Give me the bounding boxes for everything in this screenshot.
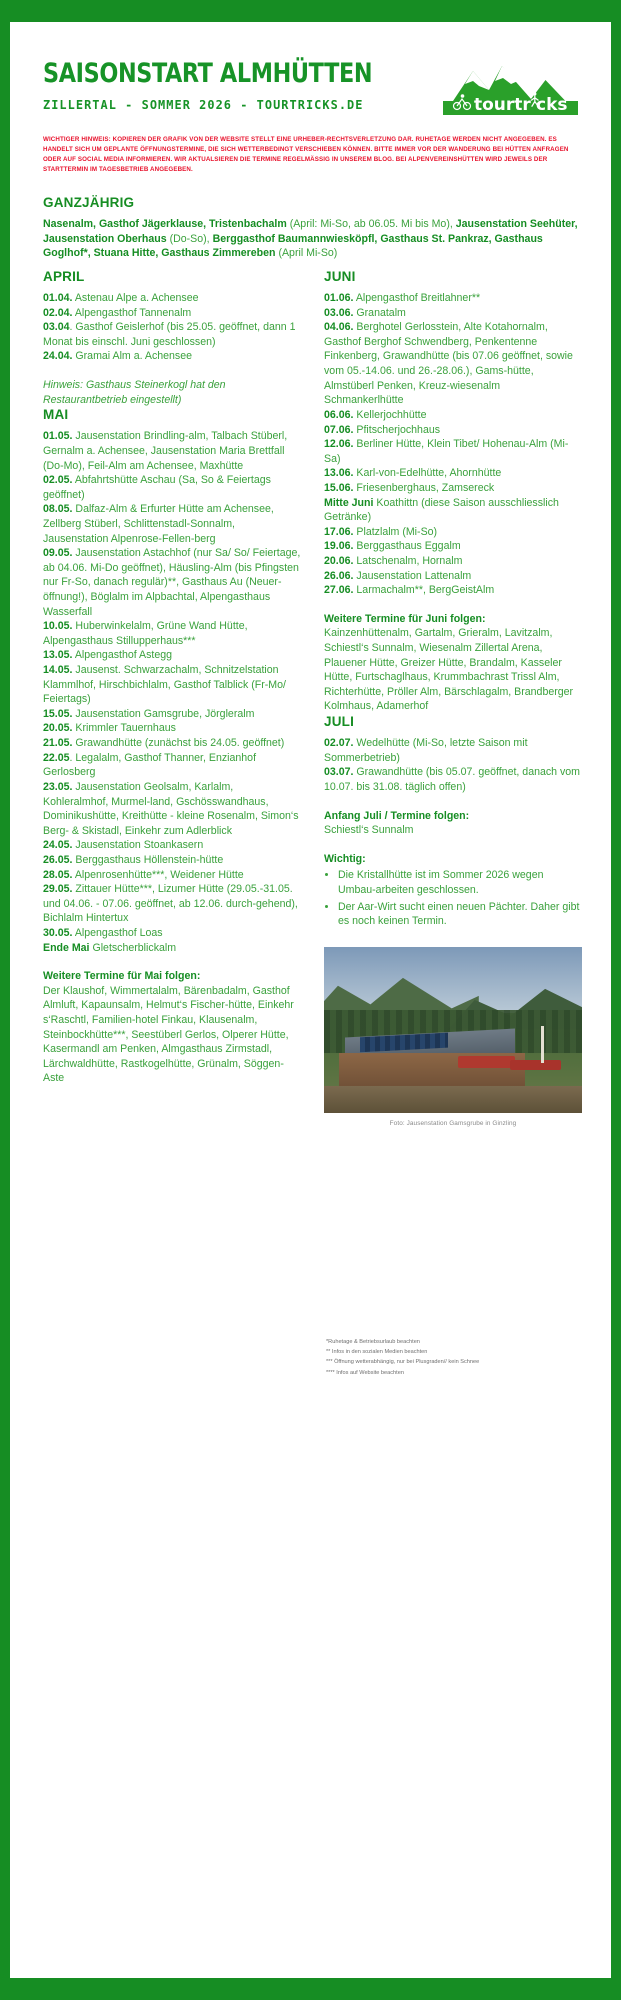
april-entries: 01.04. Astenau Alpe a. Achensee 02.04. Alpengasthof Tannenalm 03.04. Gasthof Geislerhof (bis 25.05. geöffnet, dann 1 Monat bis einschl. Juni geschlossen) 24.04. Gramai Alm a. Achensee (43, 292, 296, 363)
photo-umbrella-1 (458, 1056, 515, 1068)
page-title: SAISONSTART ALMHÜTTEN (43, 58, 373, 89)
photo-umbrella-2 (510, 1060, 562, 1070)
juli-wichtig-heading: Wichtig: (324, 852, 366, 865)
footnote-line: *** Öffnung wetterabhängig, nur bei Plusgraden// kein Schnee (326, 1359, 480, 1366)
section-heading-mai: MAI (43, 407, 69, 423)
juli-entries: 02.07. Wedelhütte (Mi-So, letzte Saison mit Sommerbetrieb) 03.07. Grawandhütte (bis 05.07. geöffnet, danach vom 10.07. bis 31.08. täglich offen) (324, 737, 581, 793)
juni-entries: 01.06. Alpengasthof Breitlahner** 03.06. Granatalm 04.06. Berghotel Gerlosstein, Alte Kotahornalm, Gasthof Berghof Schwendberg, Penkentenne Finkenberg, Grawandhütte (bis 07.06 geöffnet, sowie vom 05.-14.06. und 26.-28.06.), Gams-hütte, Almstüberl Penken, Kreuz-wiesenalm Schmankerlhütte 06.06. Kellerjochhütte 07.06. Pfitscherjochhaus 12.06. Berliner Hütte, Klein Tibet/ Hohenau-Alm (Mi-Sa) 13.06. Karl-von-Edelhütte, Ahornhütte 15.06. Friesenberghaus, Zamsereck Mitte Juni Koathittn (diese Saison ausschliesslich Getränke) 17.06. Platzlalm (Mi-So) 19.06. Berggasthaus Eggalm 20.06. Latschenalm, Hornalm 26.06. Jausenstation Lattenalm 27.06. Larmachalm**, BergGeistAlm (324, 292, 573, 597)
poster-content (10, 22, 611, 1978)
juli-anfang-text: Schiestl‘s Sunnalm (324, 824, 414, 837)
section-heading-juli: JULI (324, 714, 355, 730)
photo-block (324, 947, 582, 1127)
months-columns (43, 269, 581, 1378)
juni-weitere-text: Kainzenhüttenalm, Gartalm, Grieralm, Lavitzalm, Schiestl‘s Sunnalm, Wiesenalm Zillertal Arena, Plauener Hütte, Greizer Hütte, Brandalm, Kasseler Hütte, Furtschaglhaus, Krummbachrast Trissl Alm, Richterhütte, Pröller Alm, Bärschlagalm, Brandberger Kolmhaus, Adamerhof (324, 627, 574, 713)
poster-header (43, 58, 578, 115)
juni-weitere-heading: Weitere Termine für Juni folgen: (324, 612, 486, 625)
list-item: • Der Aar-Wirt sucht einen neuen Pächter. Daher gibt es noch keinen Termin. (338, 900, 582, 929)
copyright-notice: WICHTIGER HINWEIS: KOPIEREN DER GRAFIK VON DER WEBSITE STELLT EINE URHEBER-RECHTSVERLETZUNG DAR. RUHETAGE WERDEN NICHT ANGEGEBEN. ES HANDELT SICH UM GEPLANTE ÖFFNUNGSTERMINE, DIE SICH WETTERBEDINGT VERSCHIEBEN KÖNNEN. BITTE IMMER VOR DER WANDERUNG BEI HÜTTEN ANFRAGEN ODER AUF SOCIAL MEDIA INFORMIEREN. WIR AKTUALSIEREN DIE TERMINE REGELMÄSSIG IN UNSEREM BLOG. BEI ALPENVEREINSHÜTTEN WIRD JEWEILS DER STARTTERMIN IM TAGESBETRIEB ANGEGEBEN. (43, 136, 569, 174)
ganzjaehrig-body: Nasenalm, Gasthof Jägerklause, Tristenbachalm (April: Mi-So, ab 06.05. Mi bis Mo), Jausenstation Seehüter, Jausenstation Oberhaus (Do-So), Berggasthof Baumannwiesköpfl, Gasthaus St. Pankraz, Gasthaus Goglhof*, Stuana Hitte, Gasthaus Zimmereben (April Mi-So) (43, 218, 578, 260)
mai-weitere-heading: Weitere Termine für Mai folgen: (43, 970, 201, 983)
tourtricks-logo (443, 60, 578, 115)
photo-flagpole (541, 1026, 544, 1063)
mai-weitere-text: Der Klaushof, Wimmertalalm, Bärenbadalm, Gasthof Almluft, Kapaunsalm, Helmut‘s Fischer-hütte, Einkehr s‘Raschtl, Familien-hotel Finkau, Klausenalm, Steinbockhütte***, Seestüberl Gerlos, Olperer Hütte, Kasermandl am Penken, Almgasthaus Zirmstadl, Lärchwaldhütte, Rastkogelhütte, Grünalm, Söggen-Aste (43, 984, 294, 1085)
section-heading-ganzjaehrig: GANZJÄHRIG (43, 195, 135, 211)
photo-caption: Foto: Jausenstation Gamsgrube in Ginzling (389, 1119, 517, 1127)
footnote-line: **** Infos auf Website beachten (326, 1369, 404, 1376)
juli-wichtig-list (338, 868, 582, 928)
svg-text:tourtr: tourtr (474, 95, 531, 115)
svg-text:cks: cks (536, 95, 568, 115)
header-text-block (43, 58, 401, 112)
footnote-line: *Ruhetage & Betriebsurlaub beachten (326, 1338, 420, 1345)
list-item: • Die Kristallhütte ist im Sommer 2026 wegen Umbau-arbeiten geschlossen. (338, 868, 582, 897)
column-left (43, 269, 301, 1086)
page-subtitle: ZILLERTAL - SOMMER 2026 - TOURTRICKS.DE (43, 97, 364, 113)
april-hinweis: Hinweis: Gasthaus Steinerkogl hat den Restaurantbetrieb eingestellt) (43, 379, 226, 406)
juli-anfang-heading: Anfang Juli / Termine folgen: (324, 809, 470, 822)
section-heading-april: APRIL (43, 269, 85, 285)
column-right (324, 269, 582, 1378)
hut-photo (324, 947, 582, 1113)
photo-ground (324, 1086, 582, 1113)
section-heading-juni: JUNI (324, 269, 356, 285)
footnotes-list (324, 1337, 582, 1378)
footnote-line: ** Infos in den sozialen Medien beachten (326, 1349, 428, 1356)
mai-entries: 01.05. Jausenstation Brindling-alm, Talbach Stüberl, Gernalm a. Achensee, Jausenstation Maria Brettfall (Do-Mo), Feil-Alm am Achensee, Maxhütte 02.05. Abfahrtshütte Aschau (Sa, So & Feiertags geöffnet) 08.05. Dalfaz-Alm & Erfurter Hütte am Achensee, Zellberg Stüberl, Schlittenstadl-Sonnalm, Jausenstation Alpenrose-Fellen-berg 09.05. Jausenstation Astachhof (nur Sa/ So/ Feiertage, ab 04.06. Mi-Do geöffnet), Häusling-Alm (bis Pfingsten nur Fr-So, danach regulär)**, Gasthaus Au (Neuer-öffnung!), Böglalm im Alpbachtal, Alpengasthaus Wasserfall 10.05. Huberwinkelalm, Grüne Wand Hütte, Alpengasthaus Stillupperhaus*** 13.05. Alpengasthof Astegg 14.05. Jausenst. Schwarzachalm, Schnitzelstation Klammlhof, Hirschbichlalm, Gasthof Talblick (Fr-Mo/ Feiertags) 15.05. Jausenstation Gamsgrube, Jörgleralm 20.05. Krimmler Tauernhaus 21.05. Grawandhütte (zunächst bis 24.05. geöffnet) 22.05. Legalalm, Gasthof Thanner, Enzianhof Gerlosberg 23.05. Jausenstation Geolsalm, Karlalm, Kohleralmhof, Murmel-land, Gschösswandhaus, Dominikushütte, Kreithütte - kleine Rosenalm, Simon‘s Berg- & Skistadl, Einkehr zum Adlerblick 24.05. Jausenstation Stoankasern 26.05. Berggasthaus Höllenstein-hütte 28.05. Alpenrosenhütte***, Weidener Hütte 29.05. Zittauer Hütte***, Lizumer Hütte (29.05.-31.05. und 04.06. - 07.06. geöffnet, ab 12.06. durch-gehend), Bichlalm Hintertux 30.05. Alpengasthof Loas Ende Mai Gletscherblickalm (43, 430, 301, 954)
